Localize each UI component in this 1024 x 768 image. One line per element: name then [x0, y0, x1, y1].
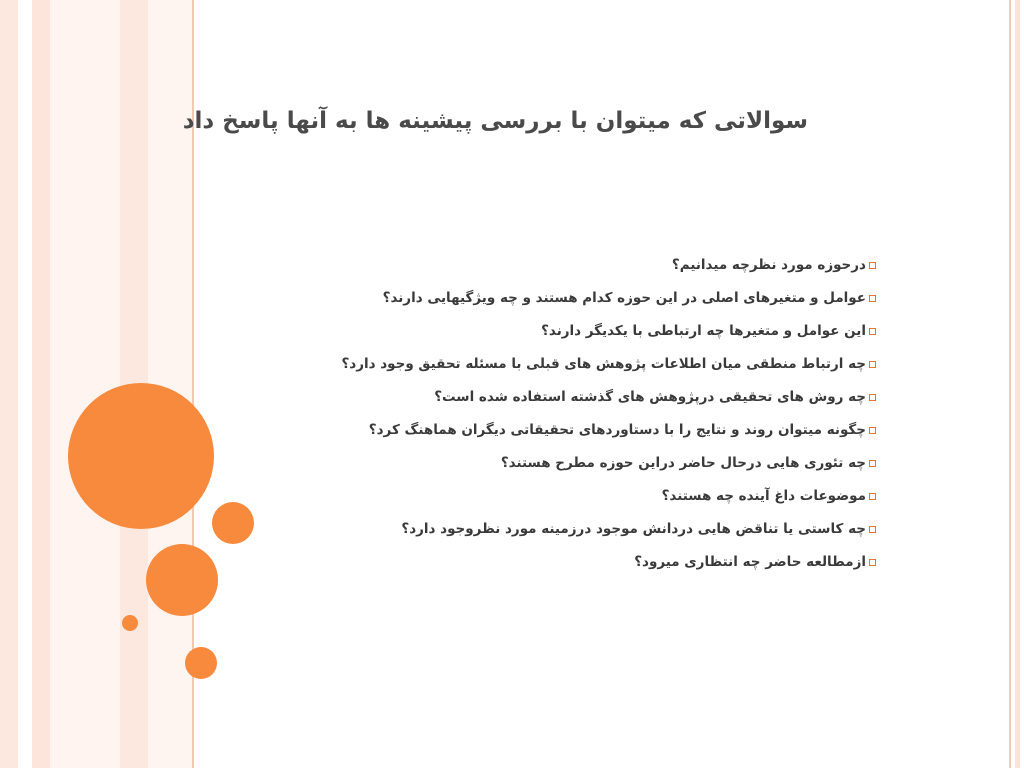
bullet-list — [316, 253, 876, 583]
list-item — [316, 517, 876, 550]
list-item — [316, 253, 876, 286]
list-item — [316, 319, 876, 352]
decor-circle-large — [68, 383, 214, 529]
square-bullet-icon — [869, 559, 876, 566]
decor-right-line — [1009, 0, 1011, 768]
list-item-text: موضوعات داغ آینده چه هستند؟ — [661, 488, 866, 504]
decor-stripe — [32, 0, 50, 768]
decor-circle-small — [212, 502, 254, 544]
list-item — [316, 385, 876, 418]
decor-stripe — [18, 0, 32, 768]
list-item-text: چه روش های تحقیقی درپژوهش های گذشته استفاده شده است؟ — [434, 389, 866, 405]
list-item — [316, 418, 876, 451]
decor-stripe — [50, 0, 120, 768]
list-item-text: عوامل و متغیرهای اصلی در این حوزه کدام هستند و چه ویژگیهایی دارند؟ — [382, 290, 866, 306]
list-item-text: چگونه میتوان روند و نتایج را با دستاوردهای تحقیقاتی دیگران هماهنگ کرد؟ — [368, 422, 866, 438]
decor-right-line — [1015, 0, 1020, 768]
list-item-text: چه ارتباط منطقی میان اطلاعات پژوهش های قبلی با مسئله تحقیق وجود دارد؟ — [341, 356, 866, 372]
square-bullet-icon — [869, 361, 876, 368]
square-bullet-icon — [869, 295, 876, 302]
decor-circle-medium — [146, 544, 218, 616]
list-item-text: درحوزه مورد نظرچه میدانیم؟ — [671, 257, 866, 273]
square-bullet-icon — [869, 493, 876, 500]
slide-title: سوالاتی که میتوان با بررسی پیشینه ها به آنها پاسخ داد — [182, 108, 808, 134]
decor-circle-tiny — [122, 615, 138, 631]
square-bullet-icon — [869, 394, 876, 401]
list-item — [316, 550, 876, 583]
list-item-text: چه کاستی یا تناقض هایی دردانش موجود درزمینه مورد نظروجود دارد؟ — [401, 521, 866, 537]
square-bullet-icon — [869, 526, 876, 533]
list-item — [316, 352, 876, 385]
list-item — [316, 451, 876, 484]
list-item — [316, 286, 876, 319]
list-item-text: چه تئوری هایی درحال حاضر دراین حوزه مطرح هستند؟ — [500, 455, 866, 471]
decor-stripe — [0, 0, 18, 768]
list-item-text: این عوامل و متغیرها چه ارتباطی با یکدیگر دارند؟ — [541, 323, 866, 339]
list-item-text: ازمطالعه حاضر چه انتظاری میرود؟ — [634, 554, 866, 570]
list-item — [316, 484, 876, 517]
decor-circle-small — [185, 647, 217, 679]
square-bullet-icon — [869, 262, 876, 269]
square-bullet-icon — [869, 427, 876, 434]
square-bullet-icon — [869, 328, 876, 335]
square-bullet-icon — [869, 460, 876, 467]
